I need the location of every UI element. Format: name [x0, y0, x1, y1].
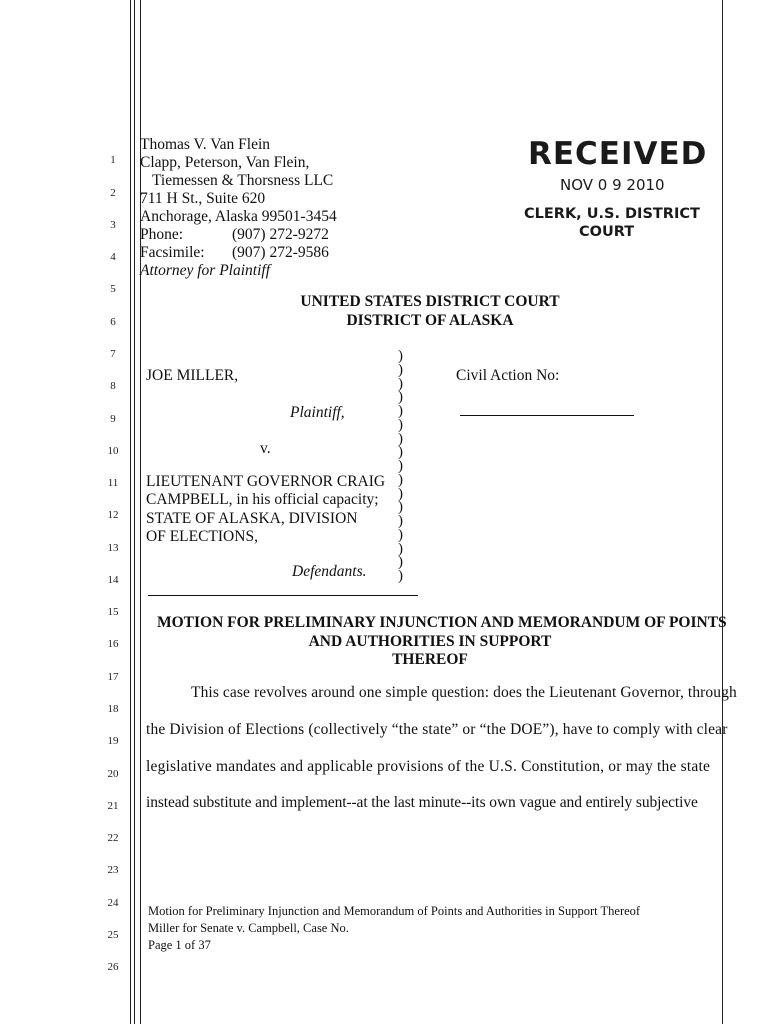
attorney-role: Attorney for Plaintiff [140, 262, 271, 279]
body-line-1: This case revolves around one simple question: does the Lieutenant Governor, through [191, 684, 737, 701]
line-number: 15 [107, 606, 119, 618]
court-name: UNITED STATES DISTRICT COURT [300, 293, 560, 310]
attorney-name: Thomas V. Van Flein [140, 136, 271, 153]
body-line-4: instead substitute and implement--at the last minute--its own vague and entirely subjective [146, 794, 698, 811]
line-number: 2 [110, 187, 116, 199]
defendant-line-2: CAMPBELL, in his official capacity; [146, 491, 379, 508]
line-number: 5 [110, 283, 116, 295]
line-number: 17 [107, 671, 119, 683]
received-stamp-court: COURT [579, 224, 635, 240]
line-number: 26 [107, 961, 119, 973]
line-number: 25 [107, 929, 119, 941]
motion-title-line-1: MOTION FOR PRELIMINARY INJUNCTION AND MEMORANDUM OF POINTS [157, 614, 727, 631]
body-line-3: legislative mandates and applicable provisions of the U.S. Constitution, or may the state [146, 758, 711, 775]
versus-label: v. [260, 440, 271, 457]
phone-label: Phone: [140, 226, 184, 243]
received-stamp-date: NOV 0 9 2010 [560, 176, 665, 194]
footer-title: Motion for Preliminary Injunction and Memorandum of Points and Authorities in Support Thereof [148, 904, 641, 918]
left-margin-rule-2 [134, 0, 135, 1024]
plaintiff-name: JOE MILLER, [146, 367, 239, 384]
left-margin-rule-1 [130, 0, 131, 1024]
fax-label: Facsimile: [140, 244, 205, 261]
line-number: 22 [107, 832, 119, 844]
line-number: 19 [107, 735, 119, 747]
line-number: 20 [107, 768, 119, 780]
body-line-2: the Division of Elections (collectively “the state” or “the DOE”), have to comply with clear [146, 721, 728, 738]
line-number: 1 [110, 154, 116, 166]
line-number: 9 [110, 413, 116, 425]
line-number: 23 [107, 864, 119, 876]
phone-number: (907) 272-9272 [232, 226, 329, 243]
firm-line-1: Clapp, Peterson, Van Flein, [140, 154, 310, 171]
received-stamp-clerk: CLERK, U.S. DISTRICT [524, 206, 700, 222]
plaintiff-role: Plaintiff, [290, 404, 345, 421]
line-number: 7 [110, 348, 116, 360]
motion-title-line-2: AND AUTHORITIES IN SUPPORT [308, 633, 552, 650]
line-number: 21 [107, 800, 119, 812]
defendant-role: Defendants. [292, 563, 367, 580]
defendant-line-4: OF ELECTIONS, [146, 528, 258, 545]
footer-case: Miller for Senate v. Campbell, Case No. [148, 921, 349, 935]
firm-line-2: Tiemessen & Thorsness LLC [152, 172, 334, 189]
right-margin-rule [722, 0, 723, 1024]
line-number: 16 [107, 638, 119, 650]
line-number: 8 [110, 380, 116, 392]
footer-page-number: Page 1 of 37 [148, 938, 211, 952]
line-number: 12 [107, 509, 119, 521]
civil-action-label: Civil Action No: [456, 367, 560, 384]
motion-title-line-3: THEREOF [392, 651, 468, 668]
civil-action-number-blank [460, 415, 634, 416]
received-stamp-title: RECEIVED [528, 136, 708, 172]
line-number: 24 [107, 897, 119, 909]
address-line-2: Anchorage, Alaska 99501-3454 [140, 208, 337, 225]
court-district: DISTRICT OF ALASKA [346, 312, 514, 329]
fax-number: (907) 272-9586 [232, 244, 329, 261]
line-number: 6 [110, 316, 116, 328]
line-number: 10 [107, 445, 119, 457]
line-number: 14 [107, 574, 119, 586]
caption-bottom-rule [148, 595, 418, 596]
line-number: 4 [110, 251, 116, 263]
line-number: 11 [107, 477, 119, 489]
line-number: 3 [110, 219, 116, 231]
caption-parentheses: ) ) ) ) ) ) ) ) ) ) ) ) ) ) ) ) ) [398, 348, 403, 584]
address-line-1: 711 H St., Suite 620 [140, 190, 266, 207]
defendant-line-3: STATE OF ALASKA, DIVISION [146, 510, 358, 527]
line-number: 13 [107, 542, 119, 554]
line-number: 18 [107, 703, 119, 715]
defendant-line-1: LIEUTENANT GOVERNOR CRAIG [146, 473, 386, 490]
